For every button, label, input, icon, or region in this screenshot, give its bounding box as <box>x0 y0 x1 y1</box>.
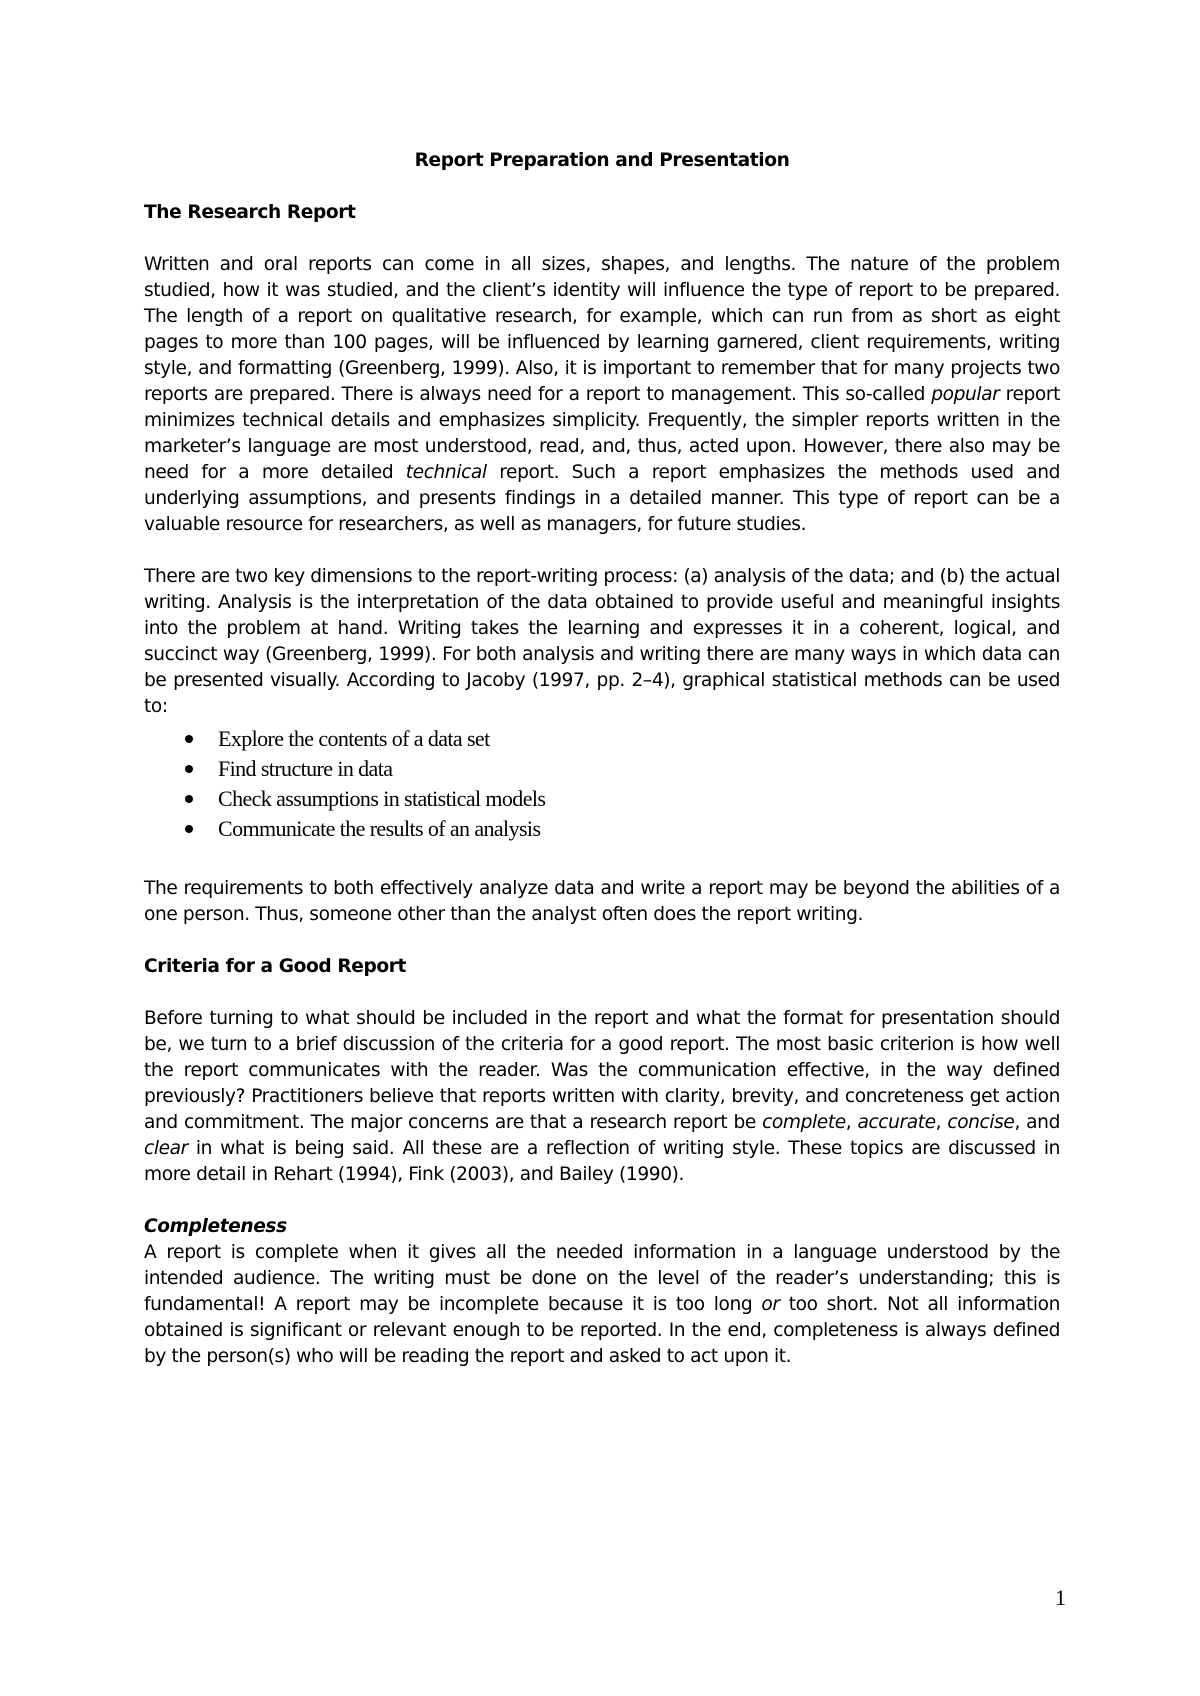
subheading-completeness: Completeness <box>144 1216 287 1237</box>
bullet-icon <box>185 735 193 743</box>
section-heading-research-report: The Research Report <box>144 202 356 223</box>
emphasis-concise: concise <box>947 1112 1015 1133</box>
emphasis-or: or <box>761 1294 780 1315</box>
list-item: Explore the contents of a data set <box>144 724 1060 754</box>
bullet-icon <box>185 795 193 803</box>
bullet-icon <box>185 825 193 833</box>
document-title: Report Preparation and Presentation <box>414 150 790 171</box>
paragraph-criteria: Before turning to what should be included in the report and what the format for presentation should be, we turn to a brief discussion of the criteria for a good report. The most basic criterion is how well the report communicates with the reader. Was the communication effective, in the way defined previously? Practitioners believe that reports written with clarity, brevity, and concreteness get action and commitment. The major concerns are that a research report be complete, accurate, concise, and clear in what is being said. All these are a reflection of writing style. These topics are discussed in more detail in Rehart (1994), Fink (2003), and Bailey (1990). <box>144 1008 1060 1185</box>
page-content <box>144 148 1060 1396</box>
bullet-icon <box>185 765 193 773</box>
list-item: Communicate the results of an analysis <box>144 814 1060 844</box>
emphasis-popular: popular <box>931 384 1000 405</box>
section-heading-criteria: Criteria for a Good Report <box>144 956 407 977</box>
emphasis-complete: complete <box>762 1112 846 1133</box>
emphasis-technical: technical <box>405 462 487 483</box>
paragraph-requirements: The requirements to both effectively analyze data and write a report may be beyond the abilities of a one person. Thus, someone other than the analyst often does the report writing. <box>144 878 1060 925</box>
list-item: Check assumptions in statistical models <box>144 784 1060 814</box>
paragraph-report-dimensions: There are two key dimensions to the report-writing process: (a) analysis of the data; and (b) the actual writing. Analysis is the interpretation of the data obtained to provide useful and meaningful insights into the problem at hand. Writing takes the learning and expresses it in a coherent, logical, and succinct way (Greenberg, 1999). For both analysis and writing there are many ways in which data can be presented visually. According to Jacoby (1997, pp. 2–4), graphical statistical methods can be used to: <box>144 566 1060 717</box>
paragraph-completeness: A report is complete when it gives all the needed information in a language understood by the intended audience. The writing must be done on the level of the reader’s understanding; this is fundamental! A report may be incomplete because it is too long or too short. Not all information obtained is significant or relevant enough to be reported. In the end, completeness is always defined by the person(s) who will be reading the report and asked to act upon it. <box>144 1242 1060 1367</box>
page-number: 1 <box>1055 1585 1066 1610</box>
emphasis-clear: clear <box>144 1138 188 1159</box>
emphasis-accurate: accurate <box>857 1112 936 1133</box>
paragraph-report-types: Written and oral reports can come in all sizes, shapes, and lengths. The nature of the problem studied, how it was studied, and the client’s identity will influence the type of report to be prepared. The length of a report on qualitative research, for example, which can run from as short as eight pages to more than 100 pages, will be influenced by learning garnered, client requirements, writing style, and formatting (Greenberg, 1999). Also, it is important to remember that for many projects two reports are prepared. There is always need for a report to management. This so-called popular report minimizes technical details and emphasizes simplicity. Frequently, the simpler reports written in the marketer’s language are most understood, read, and, thus, acted upon. However, there also may be need for a more detailed technical report. Such a report emphasizes the methods used and underlying assumptions, and presents findings in a detailed manner. This type of report can be a valuable resource for researchers, as well as managers, for future studies. <box>144 254 1060 535</box>
list-item: Find structure in data <box>144 754 1060 784</box>
bullet-list-graphical-methods <box>144 724 1060 844</box>
